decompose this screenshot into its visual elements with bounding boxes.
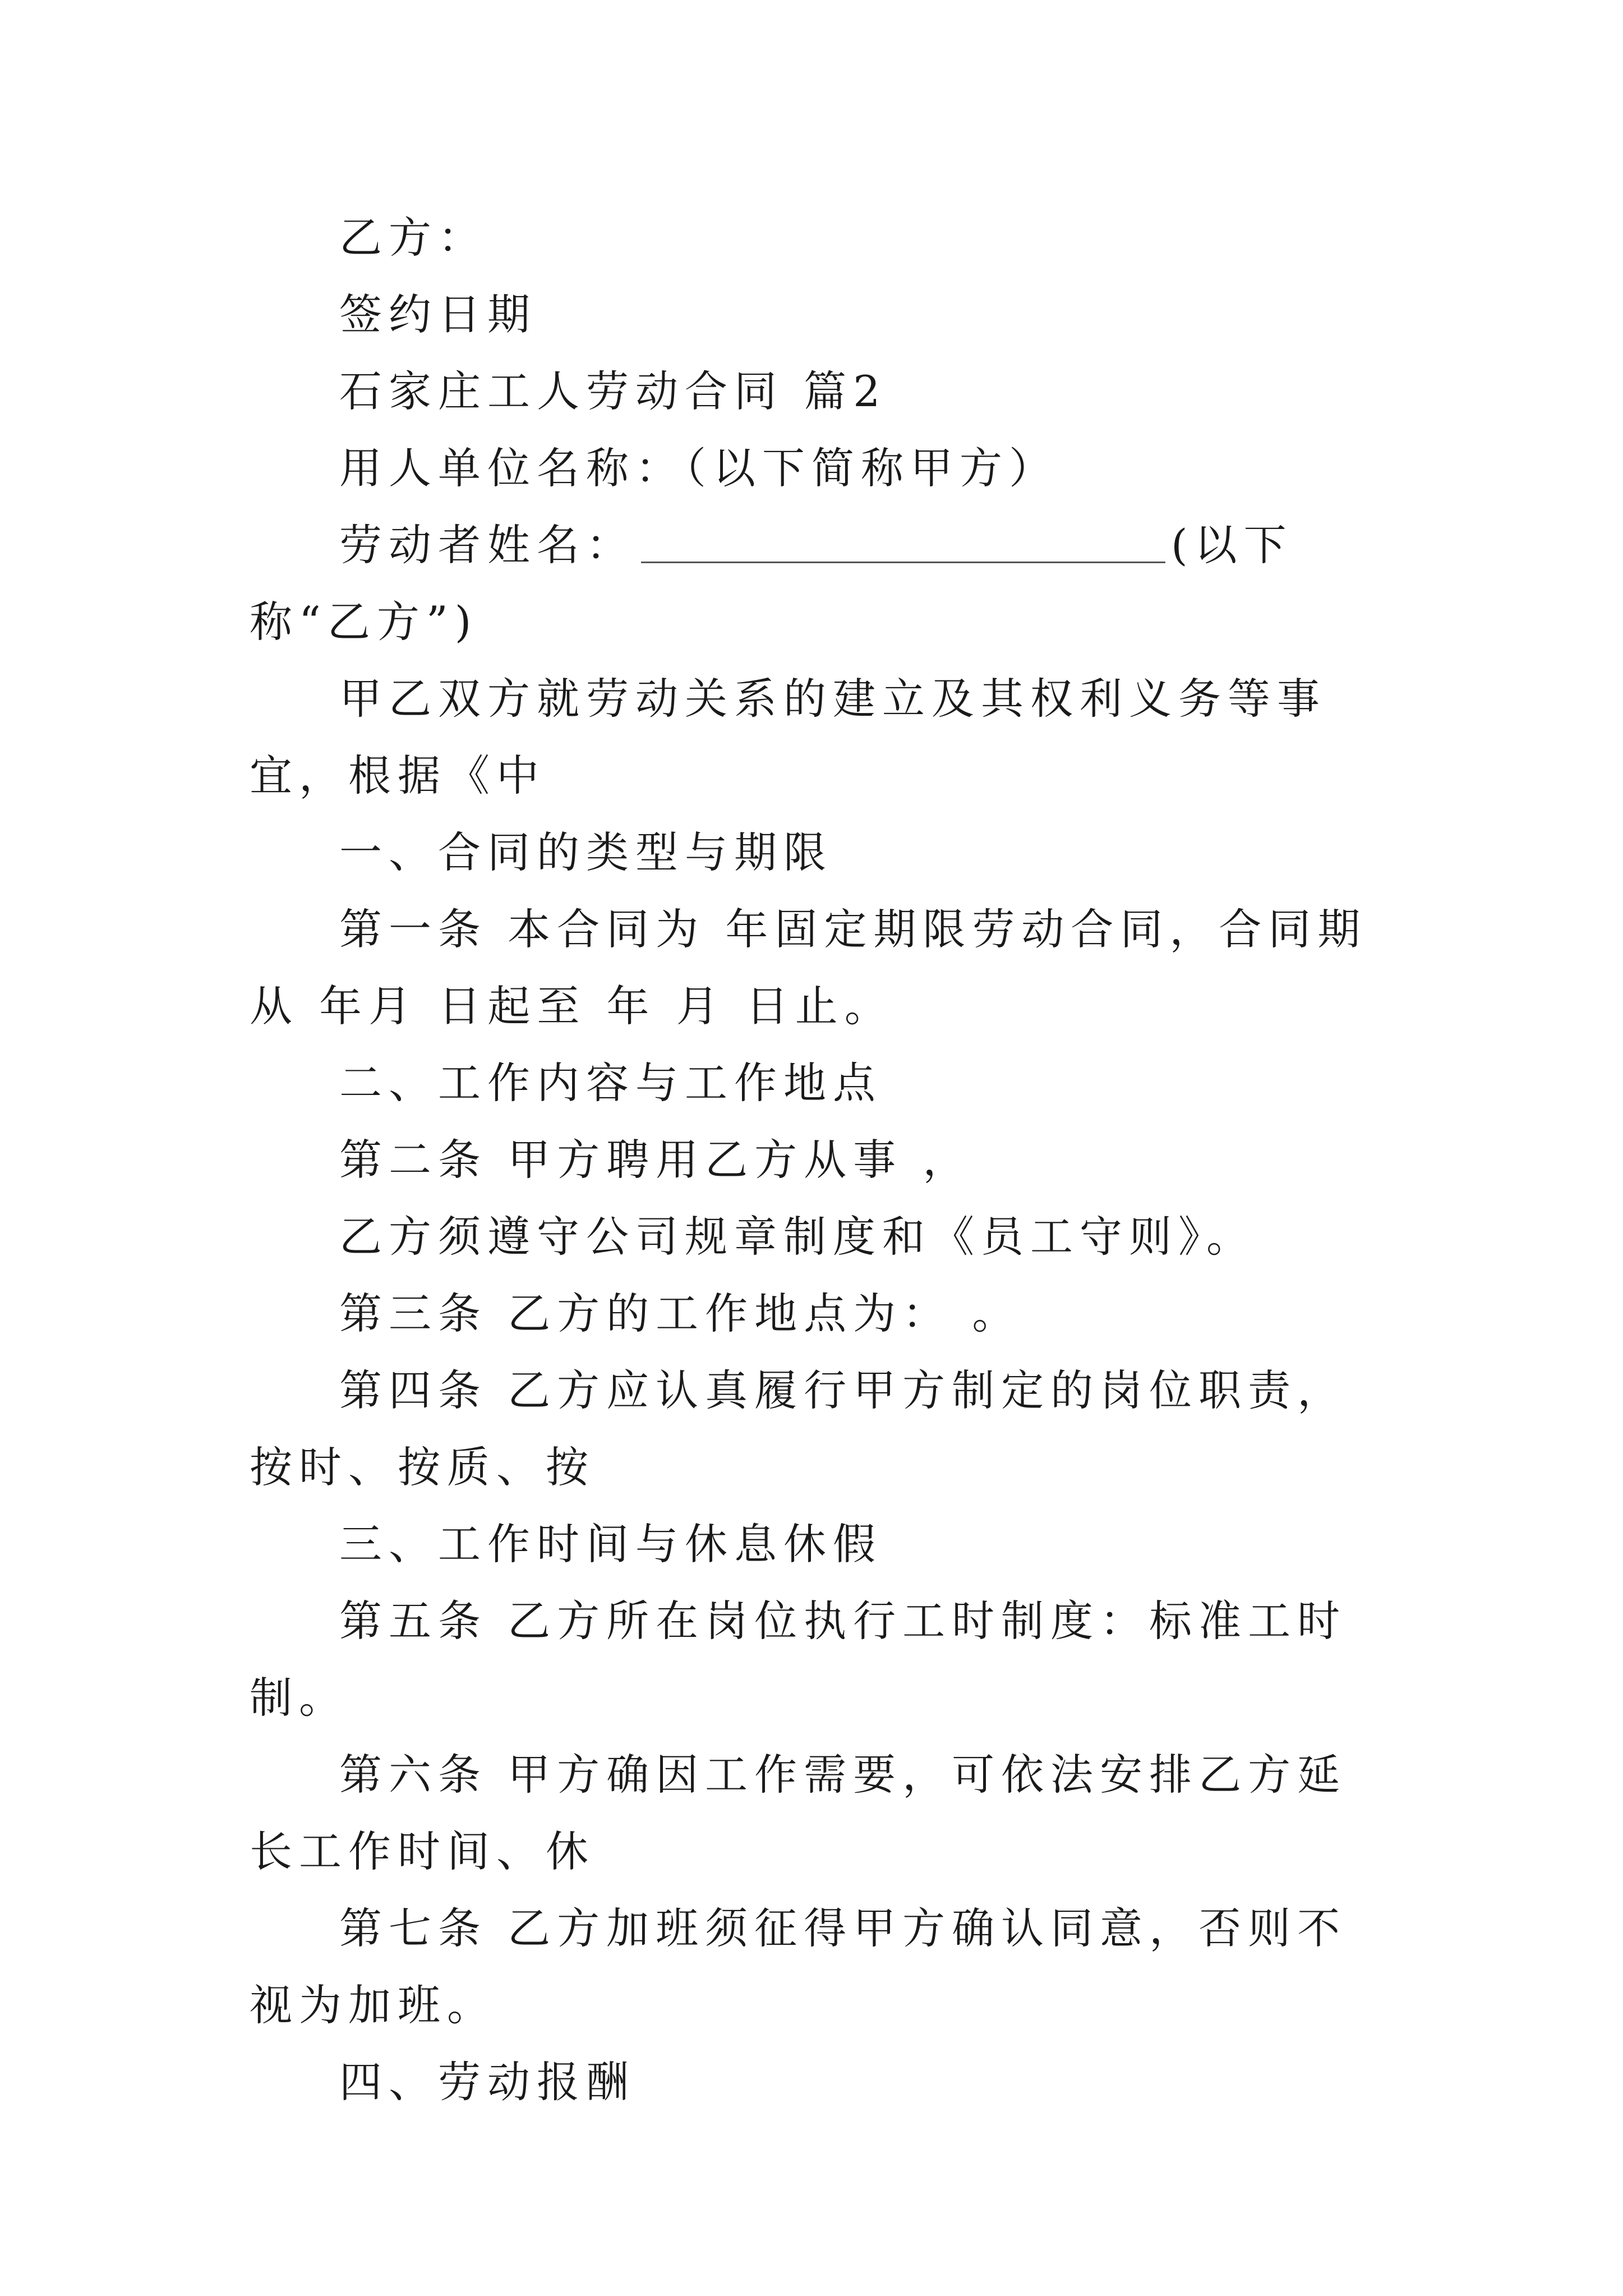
employee-name-line bbox=[250, 507, 1385, 660]
article-2-continued: 乙方须遵守公司规章制度和《员工守则》。 bbox=[339, 1212, 1256, 1262]
article-6: 第六条 甲方确因工作需要，可依法安排乙方延长工作时间、休 bbox=[250, 1750, 1347, 1876]
employee-name-blank bbox=[641, 522, 1165, 563]
chapter-heading-1: 一、合同的类型与期限 bbox=[339, 827, 833, 877]
preamble-paragraph: 甲乙双方就劳动关系的建立及其权利义务等事宜，根据《中 bbox=[250, 674, 1326, 800]
chapter-heading-4: 四、劳动报酬 bbox=[339, 2057, 635, 2107]
article-4: 第四条 乙方应认真履行甲方制定的岗位职责，按时、按质、按 bbox=[250, 1365, 1347, 1492]
employer-name-line: 用人单位名称：（以下简称甲方） bbox=[339, 443, 1058, 493]
article-1: 第一条 本合同为 年固定期限劳动合同，合同期从 年月 日起至 年 月 日止。 bbox=[250, 904, 1367, 1031]
employee-name-suffix: (以下称“乙方”) bbox=[250, 520, 1293, 647]
document-body bbox=[250, 199, 1385, 2120]
article-5: 第五条 乙方所在岗位执行工时制度：标准工时制。 bbox=[250, 1596, 1347, 1723]
section-title: 石家庄工人劳动合同 篇2 bbox=[339, 366, 887, 416]
article-3: 第三条 乙方的工作地点为： 。 bbox=[339, 1289, 1022, 1338]
signing-date-line: 签约日期 bbox=[339, 289, 537, 339]
chapter-heading-3: 三、工作时间与休息休假 bbox=[339, 1519, 882, 1569]
employee-name-label: 劳动者姓名： bbox=[339, 520, 635, 570]
party-b-line: 乙方： bbox=[339, 213, 487, 263]
chapter-heading-2: 二、工作内容与工作地点 bbox=[339, 1058, 882, 1108]
article-7: 第七条 乙方加班须征得甲方确认同意，否则不视为加班。 bbox=[250, 1903, 1347, 2030]
article-2: 第二条 甲方聘用乙方从事 ， bbox=[339, 1135, 972, 1185]
